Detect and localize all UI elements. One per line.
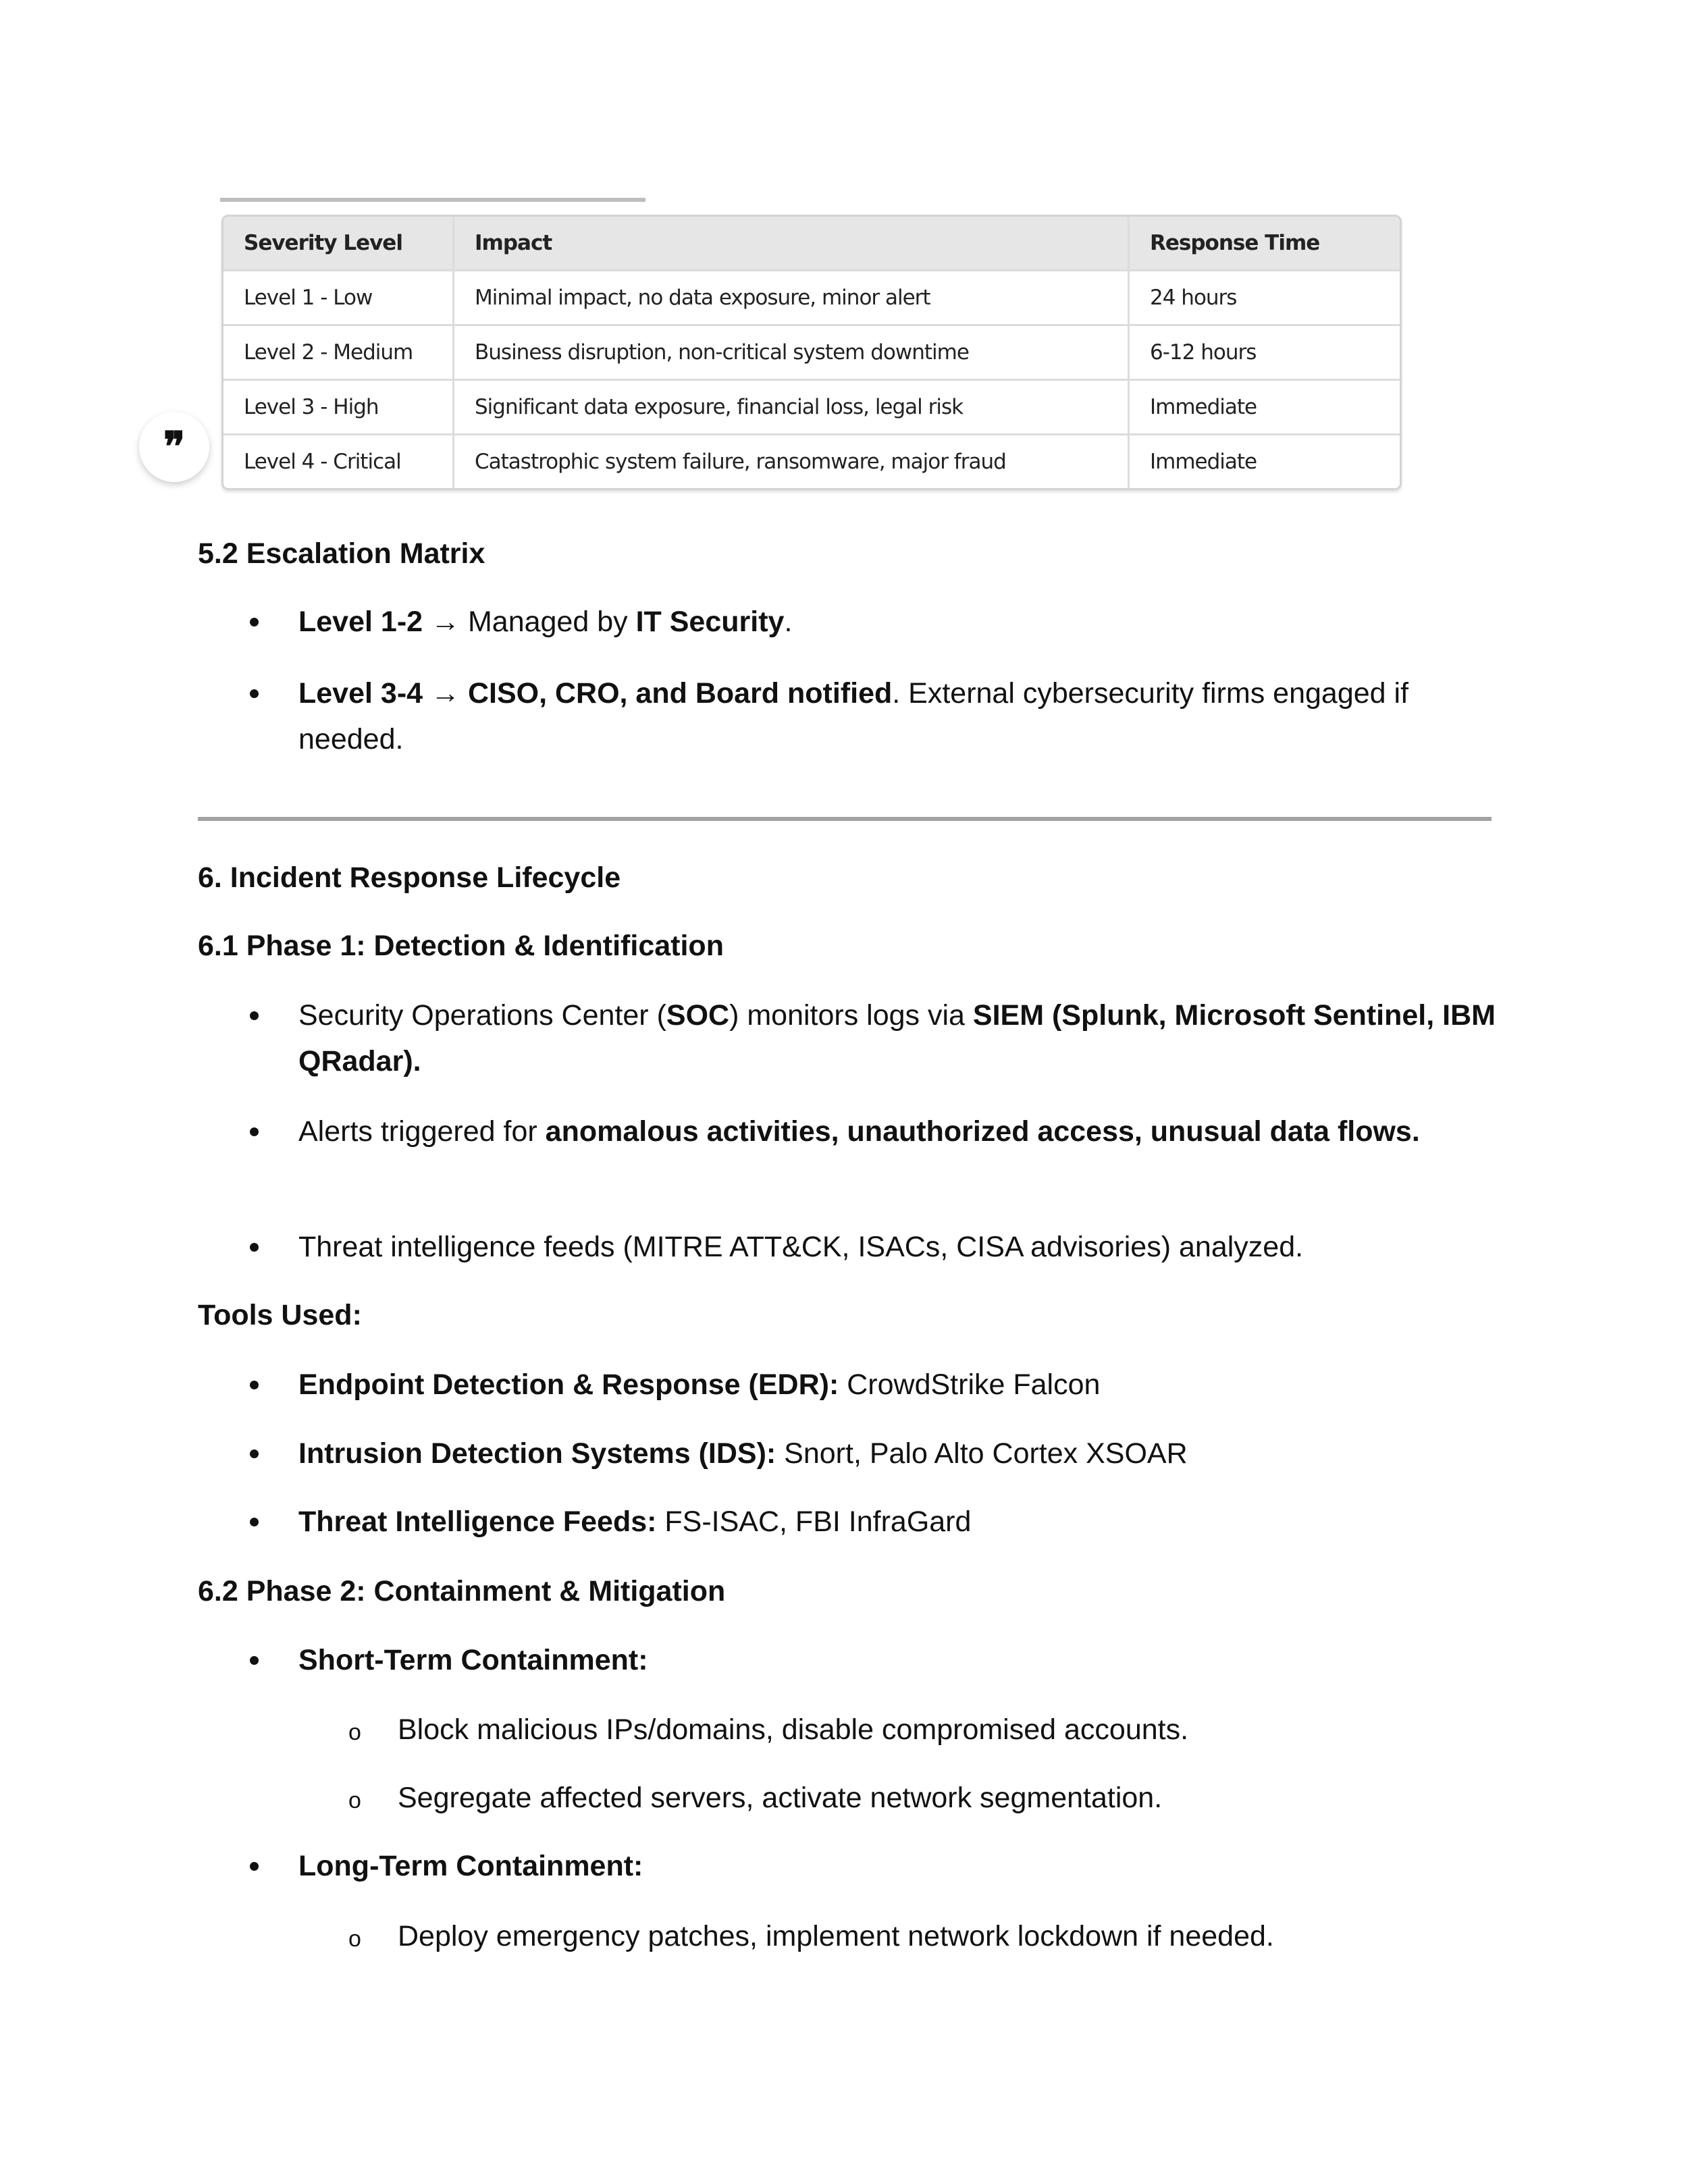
bold-text: SIEM (Splunk, Microsoft Sentinel, IBM QRadar).: [298, 999, 1496, 1077]
bullet-icon: [250, 1656, 259, 1665]
bullet-icon: [250, 1381, 259, 1389]
bold-text: Endpoint Detection & Response (EDR):: [298, 1368, 839, 1401]
list-item: [298, 1499, 971, 1545]
text: . External cybersecurity firms engaged if needed.: [298, 677, 1409, 755]
cell-severity: Level 1 - Low: [223, 271, 454, 326]
text: Alerts triggered for: [298, 1115, 546, 1148]
cell-response: 6-12 hours: [1130, 326, 1400, 381]
bold-text: CISO, CRO, and Board notified: [467, 677, 893, 710]
quote-icon[interactable]: ❞: [139, 412, 209, 482]
table-row: [223, 381, 1400, 435]
bold-text: IT Security: [635, 606, 785, 638]
bold-text: anomalous activities, unauthorized access, unusual data flows.: [545, 1115, 1420, 1148]
list-item: Short-Term Containment:: [298, 1644, 648, 1676]
list-item: [298, 1431, 1188, 1476]
heading-tools-used: Tools Used:: [198, 1299, 362, 1331]
bullet-icon: [250, 1127, 259, 1136]
text: FS-ISAC, FBI InfraGard: [656, 1506, 972, 1538]
bold-text: Threat Intelligence Feeds:: [298, 1506, 657, 1538]
list-item: [298, 599, 792, 645]
table-header-row: [223, 217, 1400, 271]
cell-response: Immediate: [1130, 381, 1400, 435]
bold-text: Intrusion Detection Systems (IDS):: [298, 1437, 776, 1470]
sub-bullet-icon: o: [348, 1720, 361, 1745]
cell-impact: Business disruption, non-critical system downtime: [454, 326, 1130, 381]
list-item: [298, 1362, 1100, 1408]
list-item: [298, 670, 1507, 762]
bullet-icon: [250, 1011, 259, 1020]
text: ) monitors logs via: [729, 999, 973, 1032]
bullet-icon: [250, 1449, 259, 1458]
cell-impact: Minimal impact, no data exposure, minor alert: [454, 271, 1130, 326]
header-severity: Severity Level: [223, 217, 454, 271]
bullet-icon: [250, 618, 259, 627]
sub-bullet-icon: o: [348, 1788, 361, 1813]
table-row: [223, 435, 1400, 488]
cell-severity: Level 3 - High: [223, 381, 454, 435]
text: → Managed by: [423, 606, 636, 638]
list-item: Threat intelligence feeds (MITRE ATT&CK, ISACs, CISA advisories) analyzed.: [298, 1231, 1304, 1263]
severity-table: [221, 215, 1402, 490]
cell-response: Immediate: [1150, 450, 1257, 474]
text: Security Operations Center (: [298, 999, 666, 1032]
sub-list-item: Segregate affected servers, activate network segmentation.: [398, 1782, 1163, 1814]
heading-escalation-matrix: 5.2 Escalation Matrix: [198, 537, 485, 570]
heading-incident-response: 6. Incident Response Lifecycle: [198, 861, 621, 894]
bold-text: Level 1-2: [298, 606, 423, 638]
text: →: [423, 677, 468, 710]
bold-text: Level 3-4: [298, 677, 423, 710]
table-row: [223, 271, 1400, 326]
sub-list-item: Block malicious IPs/domains, disable compromised accounts.: [398, 1713, 1189, 1746]
bullet-icon: [250, 1862, 259, 1871]
header-response-time: Response Time: [1130, 217, 1400, 271]
header-impact: Impact: [454, 217, 1130, 271]
cell-severity: Level 2 - Medium: [223, 326, 454, 381]
bullet-icon: [250, 1518, 259, 1526]
cell-impact: Significant data exposure, financial loss, legal risk: [454, 381, 1130, 435]
table-row: [223, 326, 1400, 381]
text: Snort, Palo Alto Cortex XSOAR: [776, 1437, 1188, 1470]
cell-impact: Catastrophic system failure, ransomware, major fraud: [454, 435, 1130, 488]
text: .: [784, 606, 793, 638]
heading-phase-2: 6.2 Phase 2: Containment & Mitigation: [198, 1575, 726, 1607]
list-item: [298, 1109, 1507, 1154]
bullet-icon: [250, 689, 259, 698]
heading-phase-1: 6.1 Phase 1: Detection & Identification: [198, 930, 724, 962]
text: CrowdStrike Falcon: [839, 1368, 1101, 1401]
horizontal-rule: [198, 817, 1492, 821]
sub-bullet-icon: o: [348, 1926, 361, 1952]
cell-response: 24 hours: [1130, 271, 1400, 326]
list-item: [298, 992, 1507, 1084]
sub-list-item: Deploy emergency patches, implement network lockdown if needed.: [398, 1920, 1274, 1952]
bold-text: SOC: [666, 999, 730, 1032]
list-item: Long-Term Containment:: [298, 1850, 643, 1882]
cell-severity: Level 4 - Critical: [223, 435, 454, 488]
separator-line: [220, 198, 645, 202]
bullet-icon: [250, 1243, 259, 1252]
